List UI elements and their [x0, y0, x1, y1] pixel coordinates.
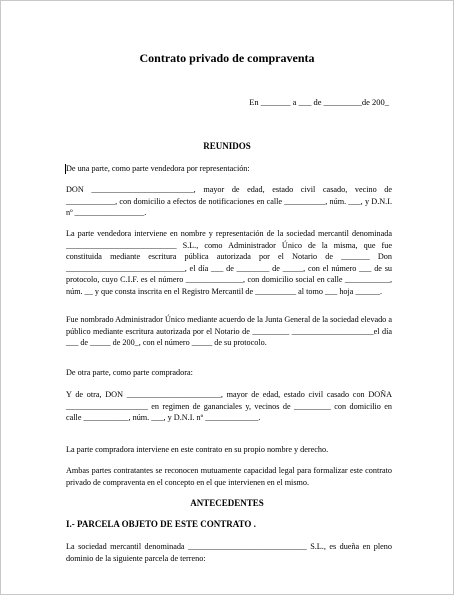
- heading-reunidos: REUNIDOS: [203, 141, 251, 151]
- paragraph-parcel-owner[interactable]: La sociedad mercantil denominada _____________________________ S.L., es dueña en pleno dominio de la siguiente parcela de terreno:: [66, 542, 392, 563]
- paragraph-buyer-intro[interactable]: De otra parte, como parte compradora:: [66, 368, 193, 377]
- paragraph-mutual-capacity[interactable]: Ambas partes contratantes se reconocen mutuamente capacidad legal para formalizar este contrato privado de compraventa en el concepto en el que intervienen en el mismo.: [66, 466, 392, 487]
- paragraph-buyer-capacity[interactable]: La parte compradora interviene en este contrato en su propio nombre y derecho.: [66, 445, 329, 454]
- heading-antecedentes: ANTECEDENTES: [190, 498, 264, 508]
- document-title: Contrato privado de compraventa: [139, 51, 315, 65]
- paragraph-seller-intro[interactable]: De una parte, como parte vendedora por representación:: [66, 164, 250, 173]
- paragraph-buyer-details[interactable]: Y de otra, DON _______________________, mayor de edad, estado civil casado con DOÑA ____________________ en regimen de gananciales y, vecinos de _________ con domicilio en calle ___________, núm. ___, y D.N.I. nº _____________.: [66, 390, 392, 423]
- date-line: En _______ a ___ de _________de 200_: [249, 97, 389, 107]
- section-heading-parcela: I.- PARCELA OBJETO DE ESTE CONTRATO .: [66, 519, 256, 529]
- paragraph-seller-details[interactable]: DON _________________________, mayor de edad, estado civil casado, vecino de ____________, con domicilio a efectos de notificaciones en calle __________, núm. ___, y D.N.I. nº _________________.: [66, 185, 392, 218]
- paragraph-seller-company[interactable]: La parte vendedora interviene en nombre y representación de la sociedad mercantil denominada ___________________________ S.L., como Administrador Único de la misma, que fue constituida mediante escritura pública autorizada por el Notario de _______ Don _____________________________, el día ___ de ________ de _____, con el número ___ de su protocolo, cuyo C.I.F. es el número ______________, con domicilio social en calle ___________, núm. __ y que consta inscrita en el Registro Mercantil de __________ al tomo ___ hoja ______.: [66, 229, 392, 296]
- paragraph-administrator[interactable]: Fue nombrado Administrador Único mediante acuerdo de la Junta General de la sociedad elevado a público mediante escritura autorizada por el Notario de _________ ____________________el día ___ de _____ de 200_, con el número _____ de su protocolo.: [66, 315, 392, 348]
